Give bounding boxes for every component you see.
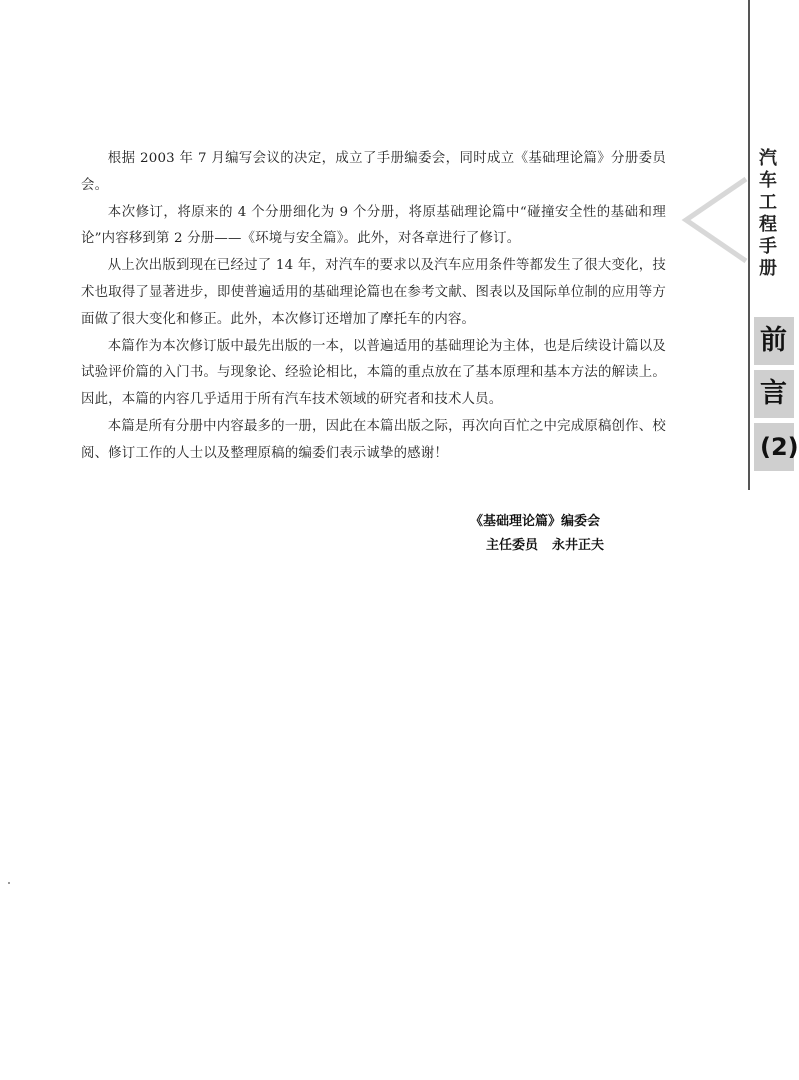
paragraph-1: 根据 2003 年 7 月编写会议的决定，成立了手册编委会，同时成立《基础理论篇》分册委员会。 — [81, 151, 666, 193]
paragraph-3: 从上次出版到现在已经过了 14 年，对汽车的要求以及汽车应用条件等都发生了很大变化，技术也取得了显著进步，即使普遍适用的基础理论篇也在参考文献、图表以及国际单位制的应用等方面做了很大变化和修正。此外，本次修订还增加了摩托车的内容。 — [81, 258, 666, 327]
preface-body — [81, 146, 666, 468]
paragraph-5: 本篇是所有分册中内容最多的一册，因此在本篇出版之际，再次向百忙之中完成原稿创作、校阅、修订工作的人士以及整理原稿的编委们表示诚挚的感谢！ — [81, 418, 666, 461]
book-title-vertical — [754, 148, 782, 280]
paragraph-2: 本次修订，将原来的 4 个分册细化为 9 个分册，将原基础理论篇中“碰撞安全性的基础和理论”内容移到第 2 分册——《环境与安全篇》。此外，对各章进行了修订。 — [81, 204, 666, 247]
signature-committee: 《基础理论篇》编委会 — [470, 514, 601, 529]
signature-role: 主任委员 — [486, 538, 539, 553]
book-title-char: 册 — [759, 258, 777, 279]
signature-line — [470, 534, 604, 558]
paragraph-4: 本篇作为本次修订版中最先出版的一本，以普遍适用的基础理论为主体，也是后续设计篇以及试验评价篇的入门书。与现象论、经验论相比，本篇的重点放在了基本原理和基本方法的解读上。因此，本篇的内容几乎适用于所有汽车技术领域的研究者和技术人员。 — [81, 338, 666, 408]
chevron-left-icon — [680, 175, 750, 265]
book-title-char: 工 — [759, 192, 777, 213]
book-title-char: 车 — [759, 170, 777, 191]
signature-block — [470, 510, 604, 558]
book-title-char: 程 — [759, 214, 777, 235]
section-tab-preface-1: 前 — [754, 317, 794, 365]
book-title-char: 汽 — [759, 148, 777, 169]
signature-name: 永井正夫 — [552, 538, 605, 553]
section-tab-preface-2: 言 — [754, 370, 794, 418]
book-title-char: 手 — [759, 236, 777, 257]
scan-speck — [8, 882, 10, 884]
section-tab-number: (2) — [754, 423, 794, 471]
